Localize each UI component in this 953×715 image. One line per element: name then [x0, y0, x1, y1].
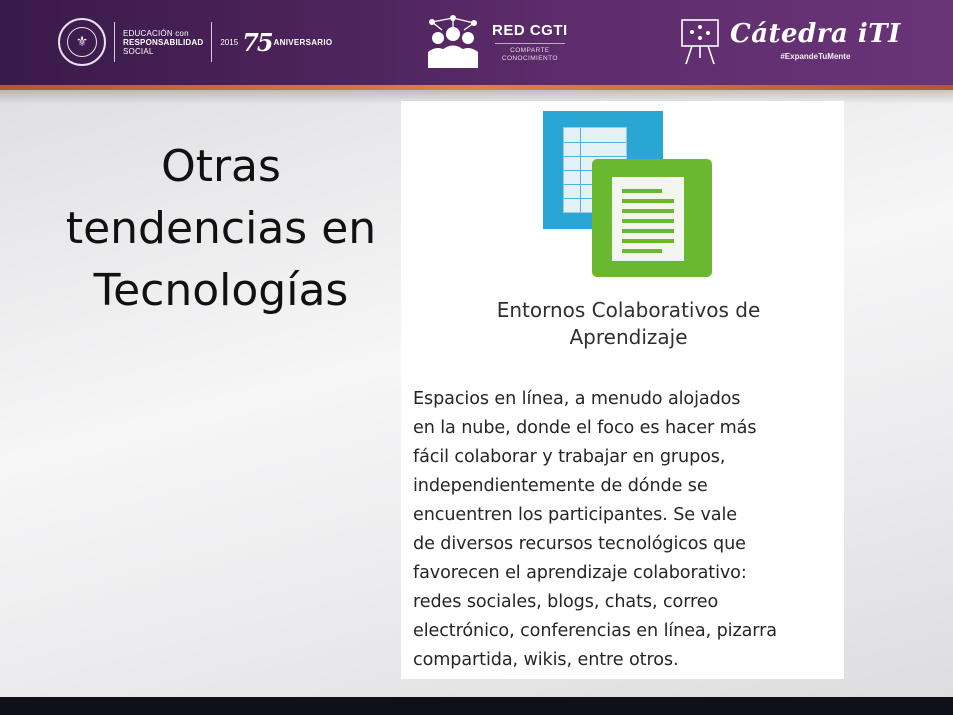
card-body-line: encuentren los participantes. Se vale [413, 505, 737, 525]
university-seal-icon: ⚜ [58, 18, 106, 66]
text-document-icon [592, 159, 712, 277]
education-line-3: SOCIAL [123, 46, 154, 56]
header-band [0, 0, 953, 85]
content-card [401, 101, 844, 679]
year-label: 2015 [220, 37, 239, 47]
education-line-1: EDUCACIÓN con [123, 28, 189, 38]
university-logo-group [58, 18, 332, 66]
red-cgti-subtitle-2: CONOCIMIENTO [501, 54, 558, 62]
card-body-line: en la nube, donde el foco es hacer más [413, 418, 757, 438]
education-label [123, 29, 203, 56]
anniversary-label: ANIVERSARIO [273, 37, 333, 47]
card-body-line: favorecen el aprendizaje colaborativo: [413, 563, 747, 583]
easel-icon [678, 14, 724, 66]
red-cgti-subtitle-1: COMPARTE [510, 46, 550, 54]
card-body-line: fácil colaborar y trabajar en grupos, [413, 447, 726, 467]
catedra-title: Cátedra iTI [730, 19, 901, 49]
red-cgti-title: RED CGTI [492, 21, 568, 39]
card-body-line: electrónico, conferencias en línea, pizarra [413, 621, 777, 641]
divider [211, 22, 212, 62]
card-heading-line-2: Aprendizaje [569, 325, 688, 349]
slide-title-line-3: Tecnologías [93, 265, 349, 316]
slide-title-line-2: tendencias en [65, 203, 377, 254]
red-cgti-logo-group [422, 14, 568, 70]
card-heading-line-1: Entornos Colaborativos de [496, 298, 761, 322]
slide-title-line-1: Otras [161, 141, 281, 192]
card-body [413, 385, 841, 675]
network-people-icon [422, 14, 484, 70]
anniversary-number: 75 [242, 27, 272, 57]
card-body-line: compartida, wikis, entre otros. [413, 650, 679, 670]
card-body-line: independientemente de dónde se [413, 476, 708, 496]
card-body-line: Espacios en línea, a menudo alojados [413, 389, 741, 409]
divider [114, 22, 115, 62]
card-body-line: redes sociales, blogs, chats, correo [413, 592, 719, 612]
card-body-line: de diversos recursos tecnológicos que [413, 534, 746, 554]
card-heading [431, 297, 826, 351]
education-line-2: RESPONSABILIDAD [123, 37, 204, 47]
footer-band [0, 697, 953, 715]
slide-title [40, 136, 402, 322]
divider [495, 43, 565, 44]
catedra-logo-group [678, 14, 901, 66]
catedra-hashtag: #ExpandeTuMente [780, 52, 851, 61]
